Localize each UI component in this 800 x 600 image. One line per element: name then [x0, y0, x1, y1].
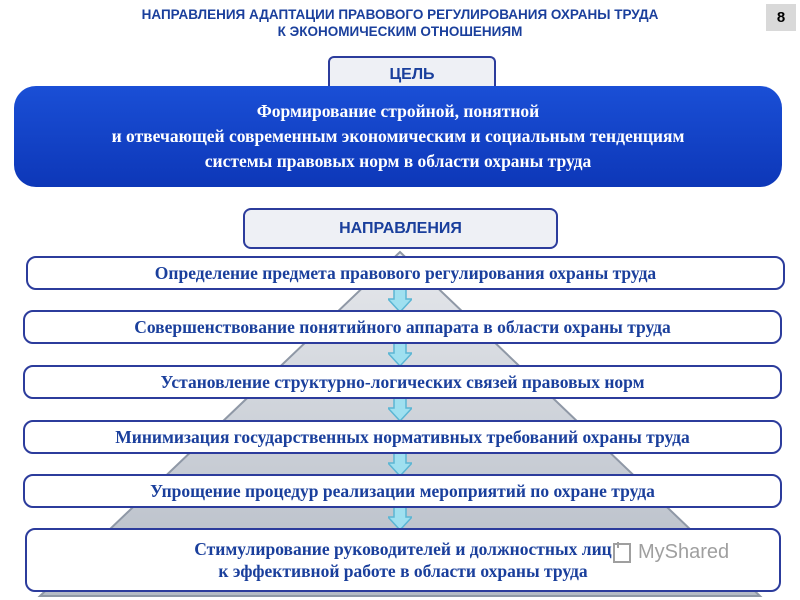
goal-box: [14, 86, 782, 187]
watermark-text: MyShared: [638, 540, 730, 563]
goal-line3: системы правовых норм в области охраны труда: [204, 151, 592, 171]
direction-item: Установление структурно-логических связей правовых норм: [23, 365, 782, 399]
tab-goal: ЦЕЛЬ: [328, 56, 496, 92]
direction-item: Совершенствование понятийного аппарата в области охраны труда: [23, 310, 782, 344]
direction-item: Упрощение процедур реализации мероприятий по охране труда: [23, 474, 782, 508]
down-arrow-icon: [388, 396, 412, 422]
slide-title-line2: К ЭКОНОМИЧЕСКИМ ОТНОШЕНИЯМ: [277, 24, 523, 39]
direction-item: Минимизация государственных нормативных требований охраны труда: [23, 420, 782, 454]
goal-line2: и отвечающей современным экономическим и социальным тенденциям: [111, 126, 685, 146]
tab-directions: НАПРАВЛЕНИЯ: [243, 208, 558, 249]
down-arrow-icon: [388, 341, 412, 367]
direction-last-line1: Стимулирование руководителей и должностных лиц: [194, 539, 612, 559]
watermark: [612, 540, 729, 564]
slide-title-line1: НАПРАВЛЕНИЯ АДАПТАЦИИ ПРАВОВОГО РЕГУЛИРОВАНИЯ ОХРАНЫ ТРУДА: [141, 7, 659, 22]
goal-line1: Формирование стройной, понятной: [256, 101, 540, 121]
direction-last-line2: к эффективной работе в области охраны труда: [218, 561, 588, 581]
page-number-badge: 8: [766, 4, 796, 31]
direction-item: Определение предмета правового регулирования охраны труда: [26, 256, 785, 290]
watermark-logo-icon: [612, 540, 634, 564]
